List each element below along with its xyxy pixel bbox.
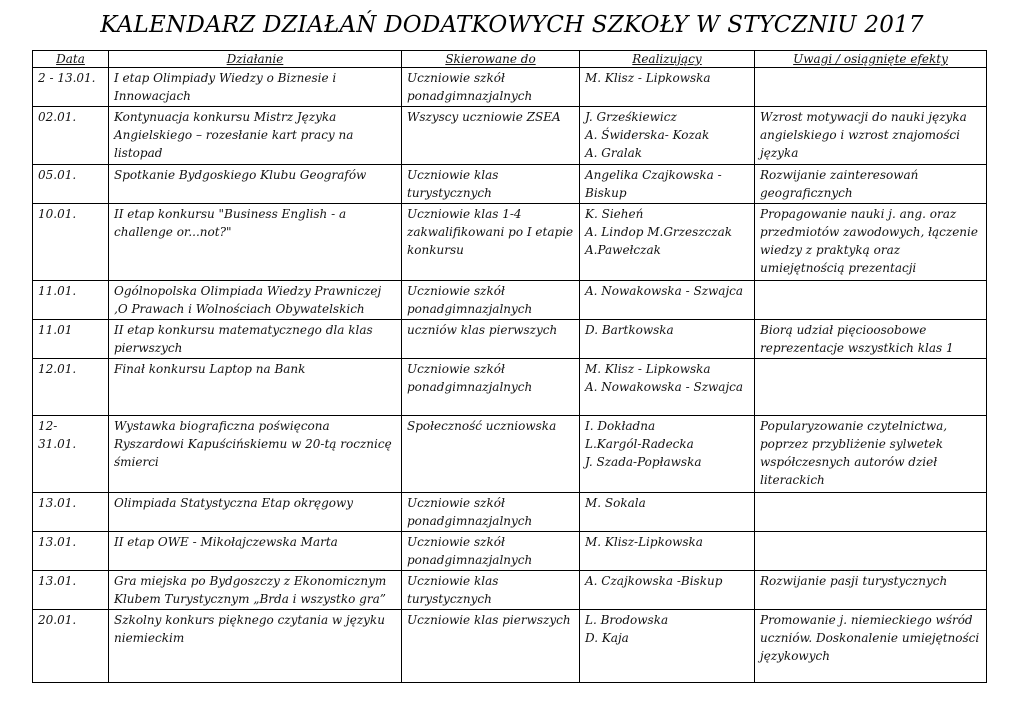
cell-date: 13.01. — [33, 532, 109, 571]
cell-date: 11.01 — [33, 320, 109, 359]
table-row — [33, 416, 987, 493]
table-row — [33, 571, 987, 610]
table-row — [33, 532, 987, 571]
cell-responsible: M. Klisz-Lipkowska — [580, 532, 755, 571]
cell-activity: II etap konkursu "Business English - a challenge or...not?" — [109, 204, 402, 281]
table-header — [33, 51, 987, 68]
table-body — [33, 68, 987, 683]
cell-notes: Biorą udział pięcioosobowe reprezentacje wszystkich klas 1 — [755, 320, 987, 359]
cell-target: Społeczność uczniowska — [402, 416, 580, 493]
table-row — [33, 281, 987, 320]
cell-date: 10.01. — [33, 204, 109, 281]
cell-date: 20.01. — [33, 610, 109, 683]
column-header-target: Skierowane do — [402, 51, 580, 68]
cell-responsible: I. Dokładna L.Kargól-Radecka J. Szada-Popławska — [580, 416, 755, 493]
header-row — [33, 51, 987, 68]
cell-activity: II etap konkursu matematycznego dla klas pierwszych — [109, 320, 402, 359]
cell-notes — [755, 359, 987, 416]
cell-responsible: Angelika Czajkowska - Biskup — [580, 165, 755, 204]
cell-activity: Ogólnopolska Olimpiada Wiedzy Prawniczej ‚O Prawach i Wolnościach Obywatelskich — [109, 281, 402, 320]
cell-notes: Propagowanie nauki j. ang. oraz przedmiotów zawodowych, łączenie wiedzy z praktyką oraz umiejętnością prezentacji — [755, 204, 987, 281]
cell-notes — [755, 281, 987, 320]
table-row — [33, 359, 987, 416]
cell-target: Wszyscy uczniowie ZSEA — [402, 107, 580, 165]
cell-responsible: D. Bartkowska — [580, 320, 755, 359]
cell-notes: Wzrost motywacji do nauki języka angielskiego i wzrost znajomości języka — [755, 107, 987, 165]
cell-date: 11.01. — [33, 281, 109, 320]
document-title: KALENDARZ DZIAŁAŃ DODATKOWYCH SZKOŁY W STYCZNIU 2017 — [100, 12, 924, 38]
cell-responsible: J. Grześkiewicz A. Świderska- Kozak A. Gralak — [580, 107, 755, 165]
cell-notes: Promowanie j. niemieckiego wśród uczniów. Doskonalenie umiejętności językowych — [755, 610, 987, 683]
cell-date: 02.01. — [33, 107, 109, 165]
table-row — [33, 68, 987, 107]
column-header-responsible: Realizujący — [580, 51, 755, 68]
cell-target: Uczniowie klas turystycznych — [402, 571, 580, 610]
cell-target: Uczniowie klas pierwszych — [402, 610, 580, 683]
cell-activity: Olimpiada Statystyczna Etap okręgowy — [109, 493, 402, 532]
table-row — [33, 165, 987, 204]
cell-date: 05.01. — [33, 165, 109, 204]
cell-date: 2 - 13.01. — [33, 68, 109, 107]
cell-target: Uczniowie klas turystycznych — [402, 165, 580, 204]
cell-activity: Kontynuacja konkursu Mistrz Języka Angielskiego – rozesłanie kart pracy na listopad — [109, 107, 402, 165]
cell-date: 12.01. — [33, 359, 109, 416]
cell-responsible: K. Sieheń A. Lindop M.Grzeszczak A.Pawełczak — [580, 204, 755, 281]
cell-target: Uczniowie szkół ponadgimnazjalnych — [402, 532, 580, 571]
cell-activity: II etap OWE - Mikołajczewska Marta — [109, 532, 402, 571]
cell-target: Uczniowie klas 1-4 zakwalifikowani po I etapie konkursu — [402, 204, 580, 281]
table-row — [33, 493, 987, 532]
cell-notes — [755, 532, 987, 571]
cell-responsible: M. Klisz - Lipkowska A. Nowakowska - Szwajca — [580, 359, 755, 416]
cell-date: 13.01. — [33, 493, 109, 532]
cell-target: Uczniowie szkół ponadgimnazjalnych — [402, 359, 580, 416]
cell-activity: Wystawka biograficzna poświęcona Ryszardowi Kapuścińskiemu w 20-tą rocznicę śmierci — [109, 416, 402, 493]
table-row — [33, 107, 987, 165]
cell-activity: I etap Olimpiady Wiedzy o Biznesie i Innowacjach — [109, 68, 402, 107]
table-row — [33, 204, 987, 281]
column-header-activity: Działanie — [109, 51, 402, 68]
cell-notes: Rozwijanie zainteresowań geograficznych — [755, 165, 987, 204]
cell-target: Uczniowie szkół ponadgimnazjalnych — [402, 281, 580, 320]
cell-responsible: L. Brodowska D. Kaja — [580, 610, 755, 683]
cell-responsible: A. Nowakowska - Szwajca — [580, 281, 755, 320]
cell-activity: Spotkanie Bydgoskiego Klubu Geografów — [109, 165, 402, 204]
cell-notes: Popularyzowanie czytelnictwa, poprzez przybliżenie sylwetek współczesnych autorów dzieł literackich — [755, 416, 987, 493]
cell-target: uczniów klas pierwszych — [402, 320, 580, 359]
cell-target: Uczniowie szkół ponadgimnazjalnych — [402, 68, 580, 107]
calendar-table — [32, 50, 987, 683]
cell-responsible: M. Klisz - Lipkowska — [580, 68, 755, 107]
cell-activity: Finał konkursu Laptop na Bank — [109, 359, 402, 416]
cell-target: Uczniowie szkół ponadgimnazjalnych — [402, 493, 580, 532]
table-row — [33, 610, 987, 683]
cell-activity: Szkolny konkurs pięknego czytania w języku niemieckim — [109, 610, 402, 683]
cell-notes: Rozwijanie pasji turystycznych — [755, 571, 987, 610]
cell-activity: Gra miejska po Bydgoszczy z Ekonomicznym Klubem Turystycznym „Brda i wszystko gra” — [109, 571, 402, 610]
cell-date: 13.01. — [33, 571, 109, 610]
cell-notes — [755, 493, 987, 532]
cell-notes — [755, 68, 987, 107]
column-header-date: Data — [33, 51, 109, 68]
cell-date: 12- 31.01. — [33, 416, 109, 493]
column-header-notes: Uwagi / osiągnięte efekty — [755, 51, 987, 68]
table-row — [33, 320, 987, 359]
cell-responsible: A. Czajkowska -Biskup — [580, 571, 755, 610]
cell-responsible: M. Sokala — [580, 493, 755, 532]
